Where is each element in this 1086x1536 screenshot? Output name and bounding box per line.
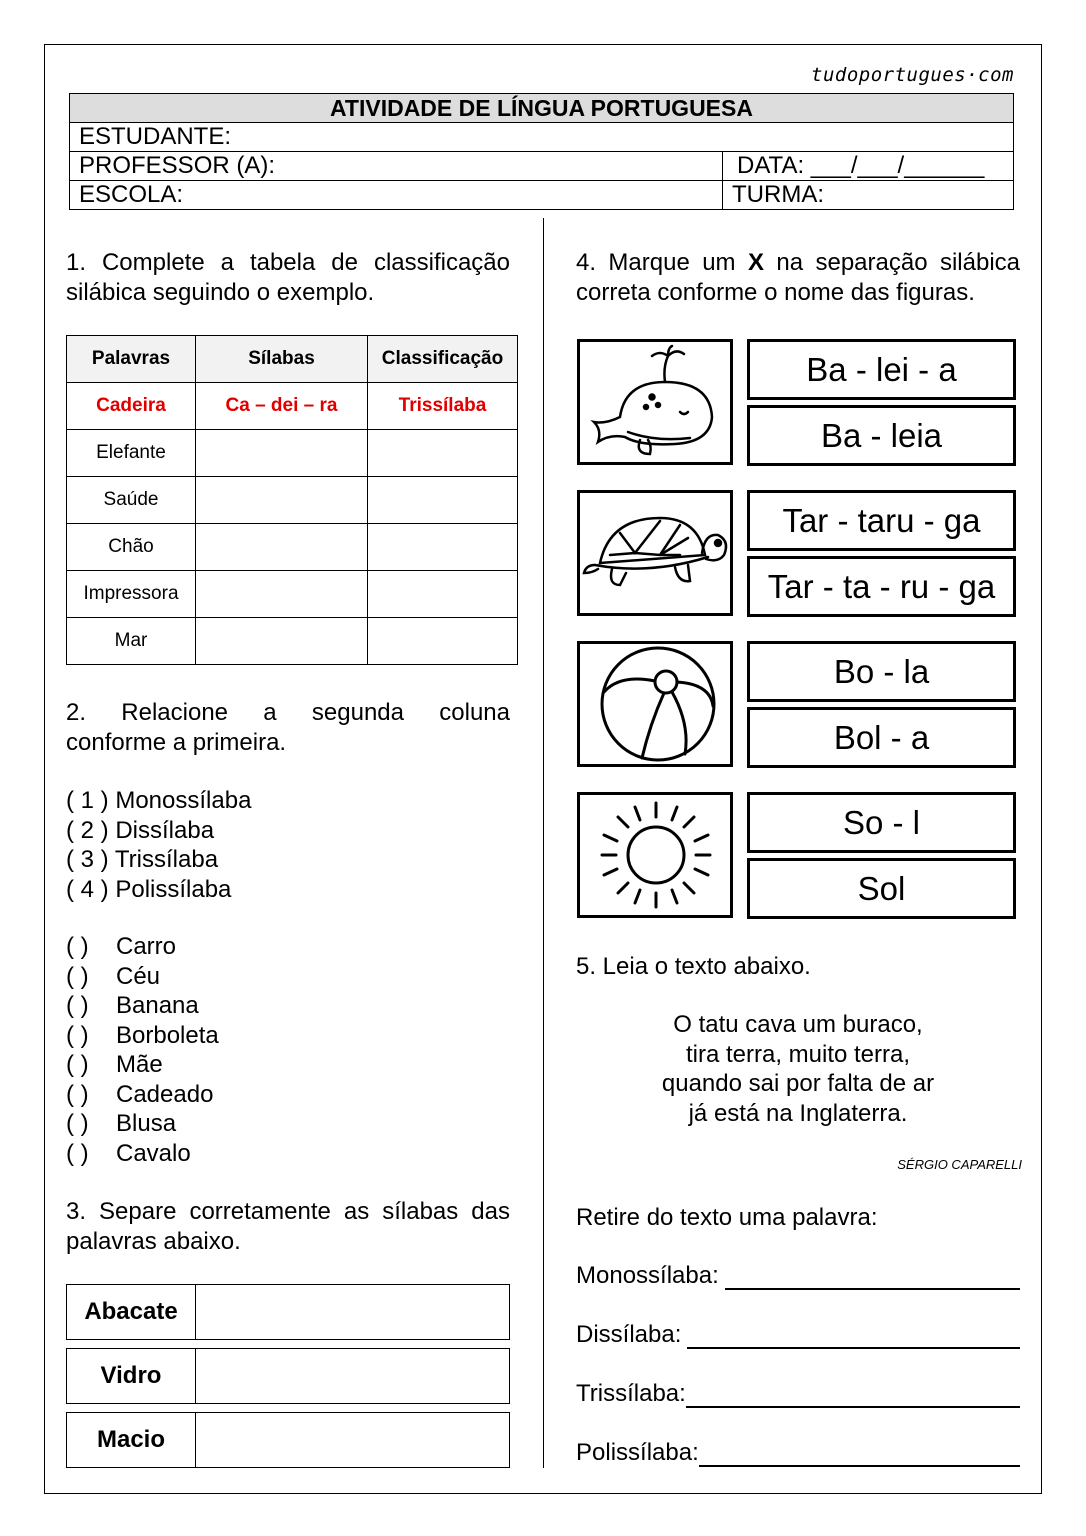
split-word: Abacate: [67, 1285, 196, 1339]
row-word: Chão: [67, 524, 196, 571]
classification-cell[interactable]: [368, 477, 518, 524]
syllable-table: [66, 335, 518, 665]
table-row: [67, 524, 518, 571]
list-item: ( ) Carro: [66, 933, 177, 960]
relation-words: [66, 932, 219, 1168]
question-4-text: 4. Marque um X na separação silábica correta conforme o nome das figuras.: [576, 249, 1020, 306]
classification-cell[interactable]: [368, 571, 518, 618]
classification-options: [66, 786, 251, 904]
syllables-cell[interactable]: [196, 571, 368, 618]
question-5-text: 5. Leia o texto abaixo.: [576, 953, 811, 980]
student-field[interactable]: ESTUDANTE:: [70, 123, 1014, 152]
syllables-cell[interactable]: [196, 524, 368, 571]
table-row: [67, 477, 518, 524]
option-sun-1[interactable]: So - l: [747, 792, 1016, 853]
answer-line[interactable]: [725, 1266, 1020, 1290]
fill-row-polissilaba: Polissílaba:: [576, 1439, 1020, 1467]
answer-blank[interactable]: ( ): [66, 933, 89, 960]
list-item: ( 2 ) Dissílaba: [66, 816, 215, 844]
question-2-line-2: conforme a primeira.: [66, 729, 287, 756]
answer-line[interactable]: [699, 1443, 1020, 1467]
split-answer-cell[interactable]: [196, 1349, 509, 1403]
col-header-classification: Classificação: [368, 336, 518, 383]
syllables-cell[interactable]: [196, 477, 368, 524]
poem: [576, 1010, 1020, 1128]
poem-line: já está na Inglaterra.: [688, 1099, 908, 1127]
list-item: ( ) Cadeado: [66, 1080, 214, 1108]
example-syllables: Ca – dei – ra: [196, 383, 368, 430]
fill-row-monossilaba: Monossílaba:: [576, 1262, 1020, 1290]
question-2-line-1: 2. Relacione a segunda coluna: [66, 699, 510, 726]
syllable-split-row: [66, 1412, 510, 1468]
answer-blank[interactable]: ( ): [66, 962, 89, 990]
fill-row-trissilaba: Trissílaba:: [576, 1380, 1020, 1408]
fill-row-dissilaba: Dissílaba:: [576, 1321, 1020, 1349]
extract-instruction: Retire do texto uma palavra:: [576, 1204, 878, 1231]
turtle-icon: [577, 490, 733, 616]
split-answer-cell[interactable]: [196, 1285, 509, 1339]
split-answer-cell[interactable]: [196, 1413, 509, 1467]
list-item: ( ) Cavalo: [66, 1139, 191, 1167]
list-item: ( ) Borboleta: [66, 1021, 219, 1049]
col-header-words: Palavras: [67, 336, 196, 383]
poem-line: quando sai por falta de ar: [661, 1070, 935, 1097]
syllable-split-row: [66, 1284, 510, 1340]
ball-icon: [577, 641, 733, 767]
classification-cell[interactable]: [368, 524, 518, 571]
option-ball-2[interactable]: Bol - a: [747, 707, 1016, 768]
list-item: ( ) Blusa: [66, 1110, 177, 1137]
table-row: [67, 571, 518, 618]
question-3-text: 3. Separe corretamente as sílabas das palavras abaixo.: [66, 1198, 510, 1255]
column-divider: [543, 218, 544, 1468]
table-row: [67, 618, 518, 665]
syllables-cell[interactable]: [196, 430, 368, 477]
option-ball-1[interactable]: Bo - la: [747, 641, 1016, 702]
col-header-syllables: Sílabas: [196, 336, 368, 383]
classification-cell[interactable]: [368, 430, 518, 477]
list-item: ( ) Banana: [66, 992, 199, 1019]
header-table: [69, 93, 1014, 210]
list-item: ( ) Céu: [66, 962, 161, 990]
syllable-split-row: [66, 1348, 510, 1404]
sun-icon: [577, 792, 733, 918]
worksheet-title: ATIVIDADE DE LÍNGUA PORTUGUESA: [70, 94, 1014, 123]
classification-cell[interactable]: [368, 618, 518, 665]
option-whale-1[interactable]: Ba - lei - a: [747, 339, 1016, 400]
list-item: ( 3 ) Trissílaba: [66, 846, 219, 873]
answer-blank[interactable]: ( ): [66, 1110, 89, 1137]
whale-icon: [577, 339, 733, 465]
answer-blank[interactable]: ( ): [66, 1051, 89, 1078]
answer-line[interactable]: [686, 1384, 1020, 1408]
row-word: Elefante: [67, 430, 196, 477]
poem-author: SÉRGIO CAPARELLI: [897, 1157, 1022, 1172]
poem-line: tira terra, muito terra,: [685, 1040, 911, 1068]
answer-line[interactable]: [687, 1325, 1020, 1349]
option-turtle-2[interactable]: Tar - ta - ru - ga: [747, 556, 1016, 617]
answer-blank[interactable]: ( ): [66, 1139, 89, 1167]
date-field[interactable]: DATA: ___/___/______: [723, 152, 1014, 181]
option-turtle-1[interactable]: Tar - taru - ga: [747, 490, 1016, 551]
answer-blank[interactable]: ( ): [66, 1021, 89, 1049]
school-field[interactable]: ESCOLA:: [70, 181, 723, 210]
question-1-text: 1. Complete a tabela de classificação silábica seguindo o exemplo.: [66, 249, 510, 306]
split-word: Macio: [67, 1413, 196, 1467]
class-field[interactable]: TURMA:: [723, 181, 1014, 210]
row-word: Saúde: [67, 477, 196, 524]
row-word: Mar: [67, 618, 196, 665]
example-word: Cadeira: [67, 383, 196, 430]
example-classification: Trissílaba: [368, 383, 518, 430]
brand-watermark: tudoportugues·com: [811, 64, 1014, 86]
teacher-field[interactable]: PROFESSOR (A):: [70, 152, 723, 181]
split-word: Vidro: [67, 1349, 196, 1403]
list-item: ( 4 ) Polissílaba: [66, 875, 232, 903]
poem-line: O tatu cava um buraco,: [673, 1011, 923, 1038]
list-item: ( 1 ) Monossílaba: [66, 787, 252, 814]
list-item: ( ) Mãe: [66, 1051, 163, 1078]
option-whale-2[interactable]: Ba - leia: [747, 405, 1016, 466]
row-word: Impressora: [67, 571, 196, 618]
syllables-cell[interactable]: [196, 618, 368, 665]
table-row-example: [67, 383, 518, 430]
answer-blank[interactable]: ( ): [66, 992, 89, 1019]
question-2-text: [66, 698, 510, 758]
table-row: [67, 430, 518, 477]
option-sun-2[interactable]: Sol: [747, 858, 1016, 919]
answer-blank[interactable]: ( ): [66, 1080, 89, 1108]
